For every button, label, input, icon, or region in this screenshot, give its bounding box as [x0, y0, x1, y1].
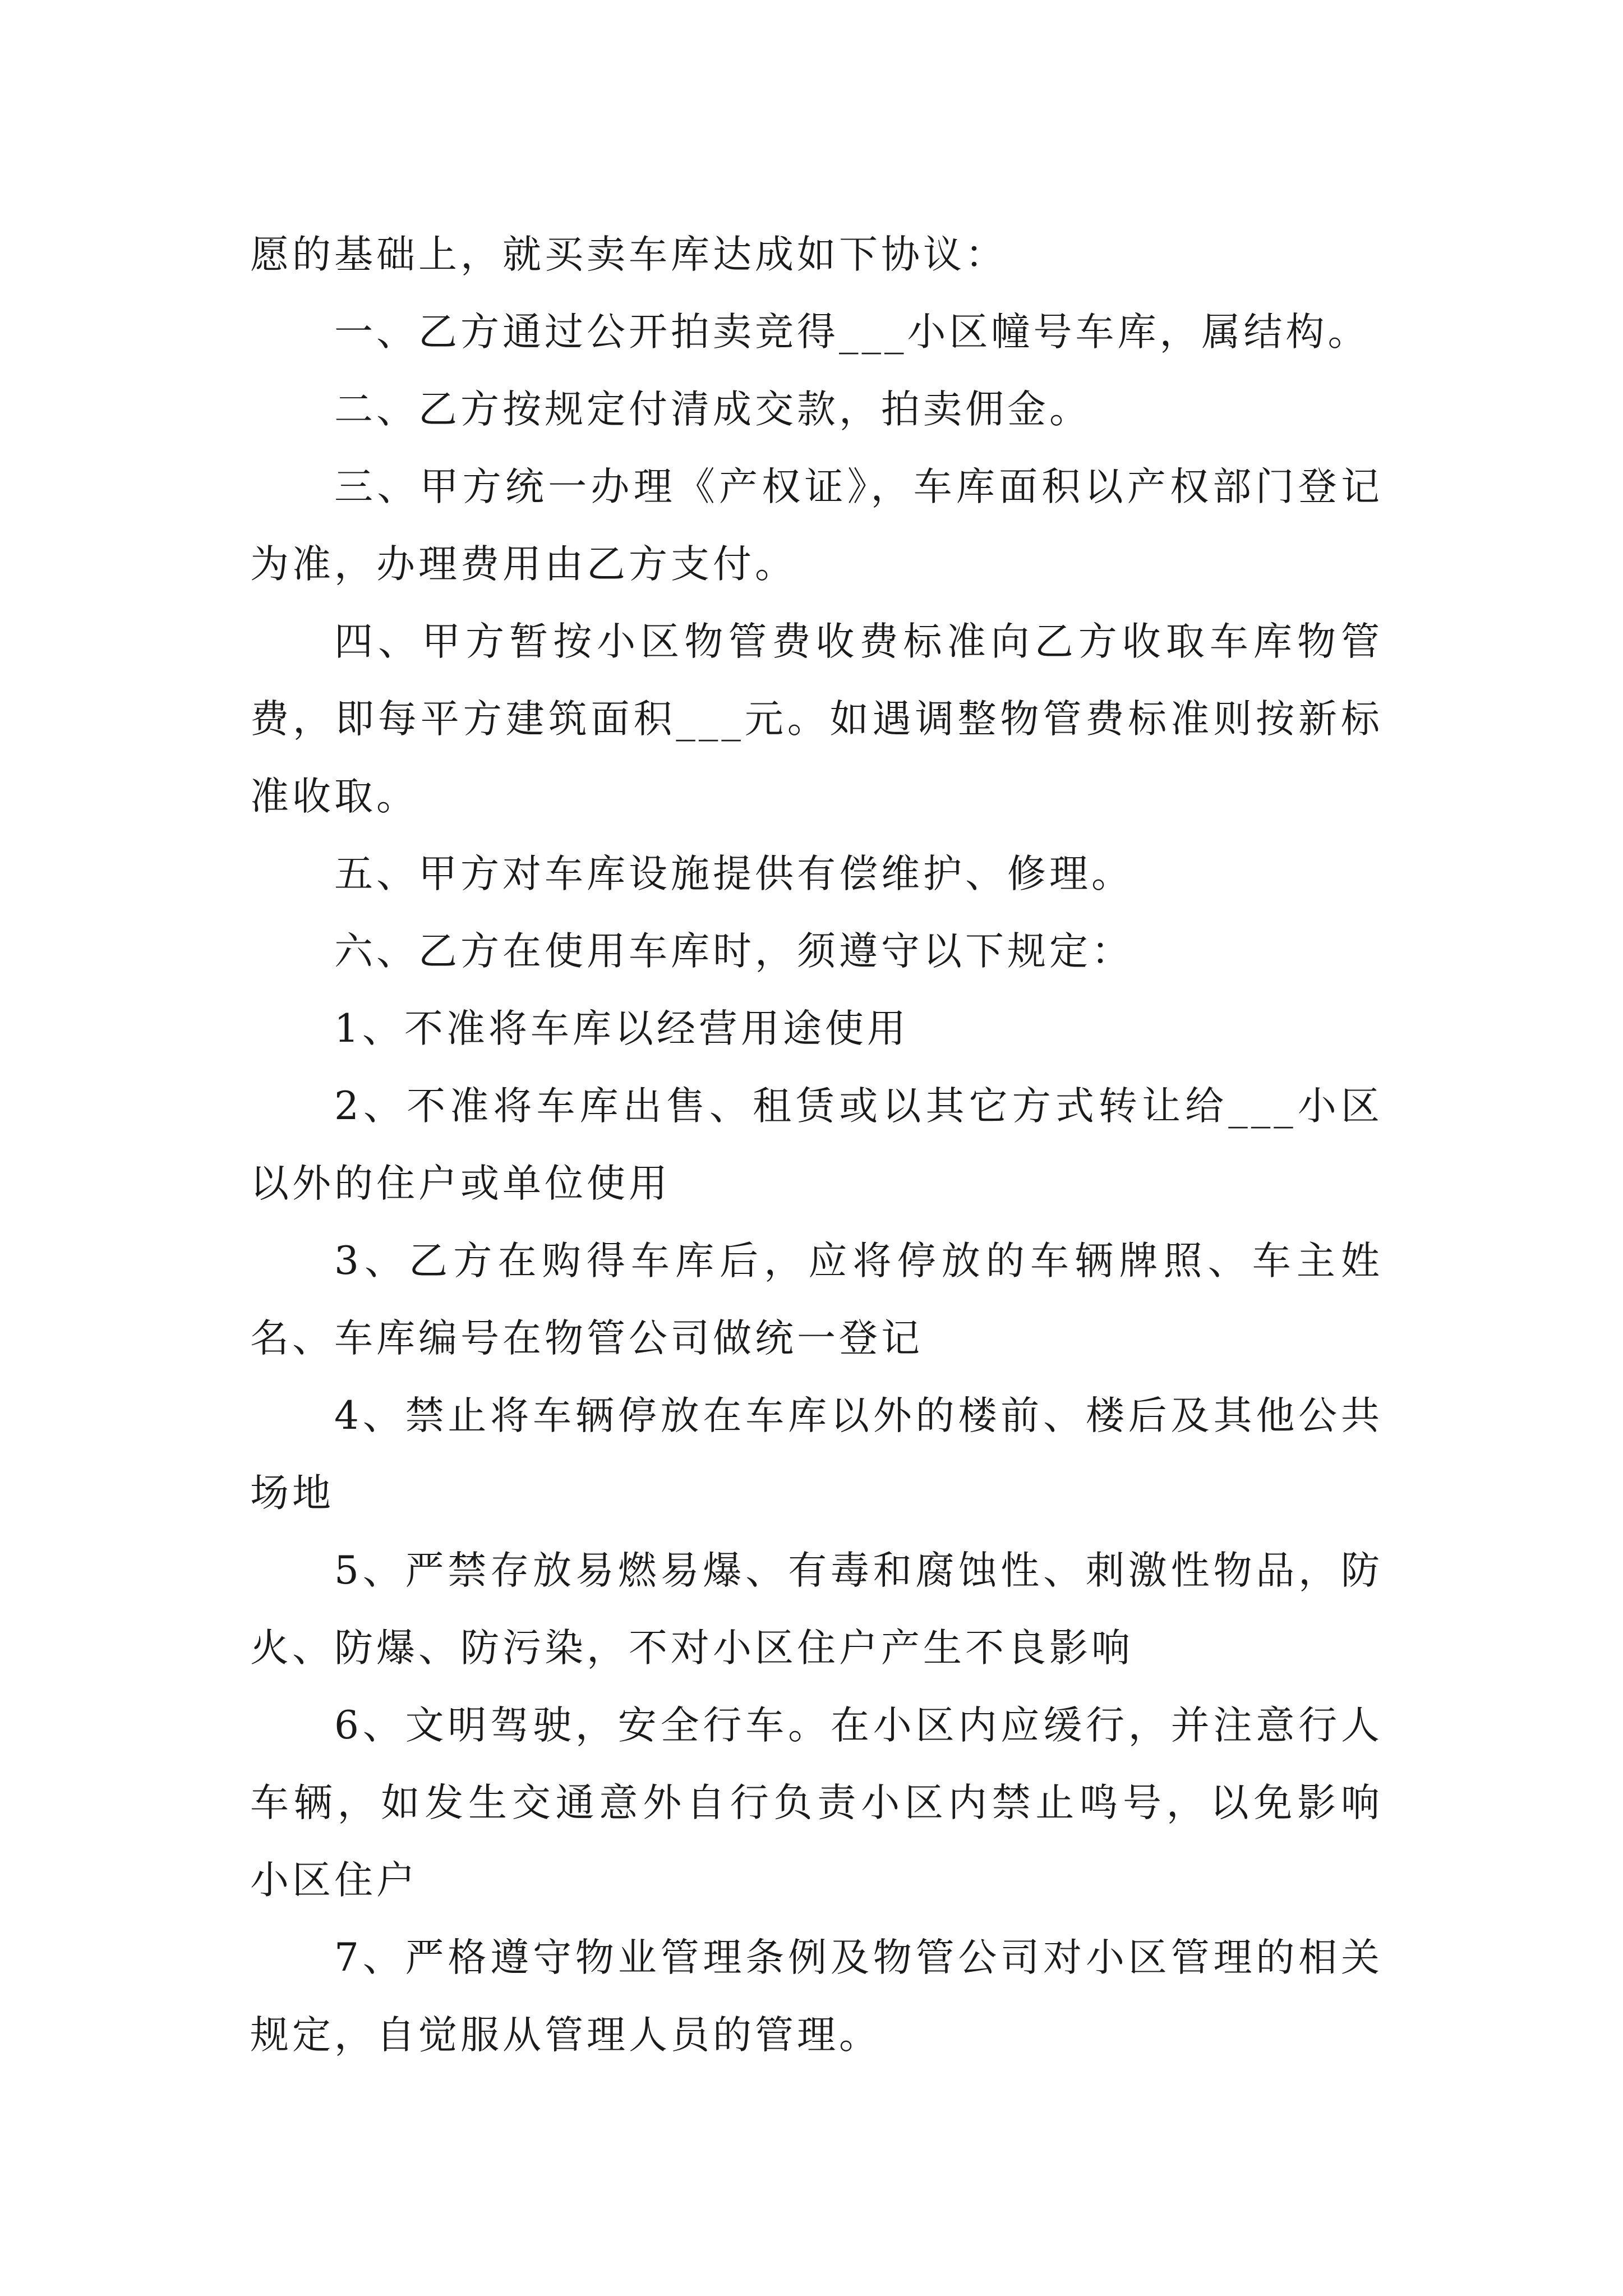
paragraph-clause-2: 二、乙方按规定付清成交款，拍卖佣金。	[334, 387, 1091, 432]
paragraph-clause-6: 六、乙方在使用车库时，须遵守以下规定：	[334, 929, 1133, 974]
paragraph-rule-4: 4、禁止将车辆停放在车库以外的楼前、楼后及其他公共场地	[250, 1393, 1383, 1516]
paragraph-clause-4: 四、甲方暂按小区物管费收费标准向乙方收取车库物管费，即每平方建筑面积___元。如遇调整物管费标准则按新标准收取。	[250, 619, 1383, 819]
paragraph-rule-3: 3、乙方在购得车库后，应将停放的车辆牌照、车主姓名、车库编号在物管公司做统一登记	[250, 1239, 1383, 1361]
paragraph-clause-3: 三、甲方统一办理《产权证》，车库面积以产权部门登记为准，办理费用由乙方支付。	[250, 464, 1383, 587]
paragraph-rule-7: 7、严格遵守物业管理条例及物管公司对小区管理的相关规定，自觉服从管理人员的管理。	[250, 1935, 1383, 2058]
paragraph-rule-6: 6、文明驾驶，安全行车。在小区内应缓行，并注意行人车辆，如发生交通意外自行负责小区内禁止鸣号，以免影响小区住户	[250, 1703, 1383, 1903]
paragraph-rule-5: 5、严禁存放易燃易爆、有毒和腐蚀性、刺激性物品，防火、防爆、防污染，不对小区住户产生不良影响	[250, 1548, 1383, 1671]
paragraph-clause-1: 一、乙方通过公开拍卖竞得___小区幢号车库，属结构。	[334, 310, 1370, 355]
paragraph-intro: 愿的基础上，就买卖车库达成如下协议：	[250, 232, 1007, 277]
paragraph-rule-2: 2、不准将车库出售、租赁或以其它方式转让给___小区以外的住户或单位使用	[250, 1084, 1383, 1206]
paragraph-clause-5: 五、甲方对车库设施提供有偿维护、修理。	[334, 852, 1133, 896]
document-body	[250, 216, 1383, 2074]
paragraph-rule-1: 1、不准将车库以经营用途使用	[334, 1006, 909, 1051]
